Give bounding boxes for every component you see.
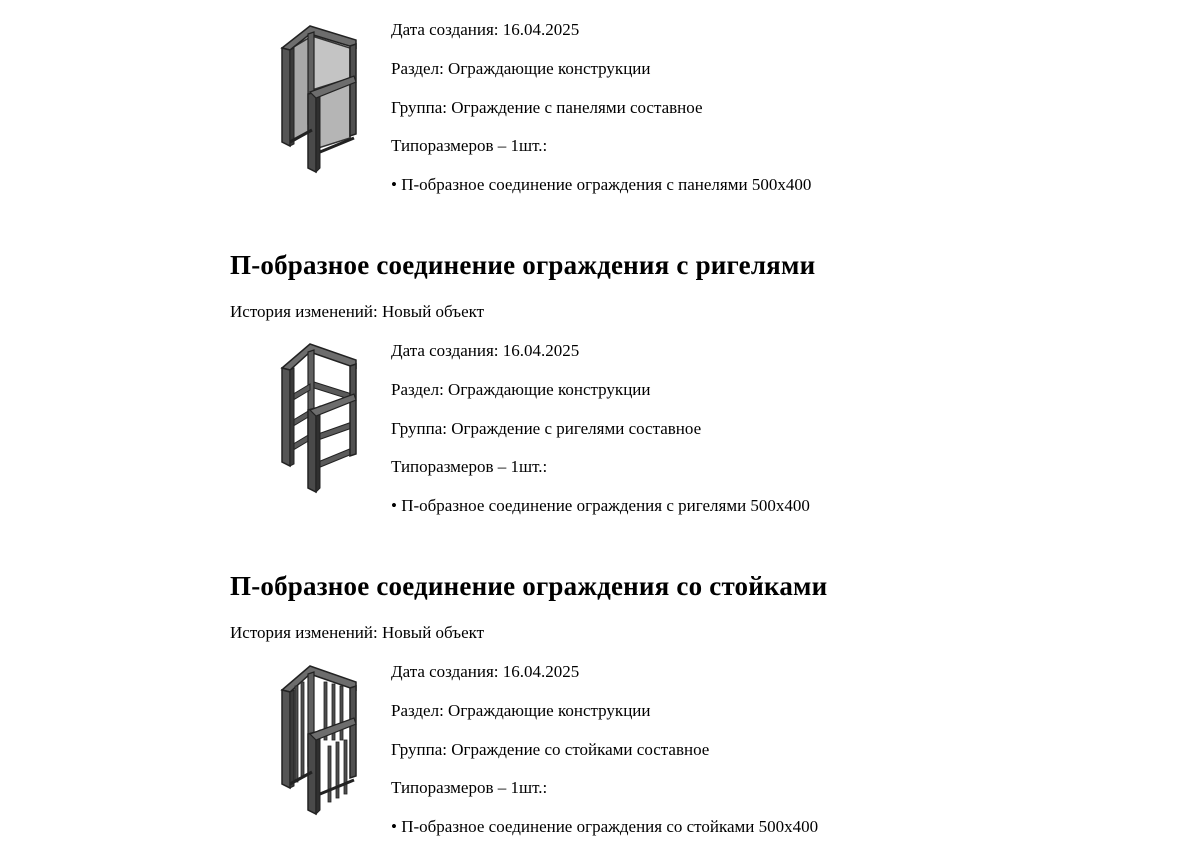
panel-railing-icon [270, 18, 370, 178]
creation-date: Дата создания: 16.04.2025 [391, 20, 580, 39]
change-history: История изменений: Новый объект [230, 302, 485, 321]
sizes-count: Типоразмеров – 1шт.: [391, 778, 548, 798]
group-label: Группа: Ограждение с панелями составное [391, 97, 703, 117]
creation-date: Дата создания: 16.04.2025 [391, 341, 580, 360]
creation-date: Дата создания: 16.04.2025 [391, 662, 580, 681]
sizes-count: Типоразмеров – 1шт.: [391, 457, 548, 477]
object-info [391, 662, 818, 856]
size-item: • П-образное соединение ограждения с панелями 500х400 [391, 175, 812, 195]
rail-railing-icon [270, 338, 370, 498]
section-title: П-образное соединение ограждения со стойками [230, 571, 828, 601]
group-label: Группа: Ограждение со стойками составное [391, 739, 710, 759]
group-label: Группа: Ограждение с ригелями составное [391, 418, 702, 438]
chapter-label: Раздел: Ограждающие конструкции [391, 379, 651, 399]
section-title: П-образное соединение ограждения с ригелями [230, 250, 816, 280]
chapter-label: Раздел: Ограждающие конструкции [391, 700, 651, 720]
object-info [391, 341, 810, 535]
size-item: • П-образное соединение ограждения со стойками 500х400 [391, 817, 819, 837]
sizes-count: Типоразмеров – 1шт.: [391, 136, 548, 156]
chapter-label: Раздел: Ограждающие конструкции [391, 58, 651, 78]
size-item: • П-образное соединение ограждения с ригелями 500х400 [391, 496, 810, 516]
change-history: История изменений: Новый объект [230, 623, 485, 642]
baluster-railing-icon [270, 660, 370, 820]
object-info [391, 20, 811, 214]
